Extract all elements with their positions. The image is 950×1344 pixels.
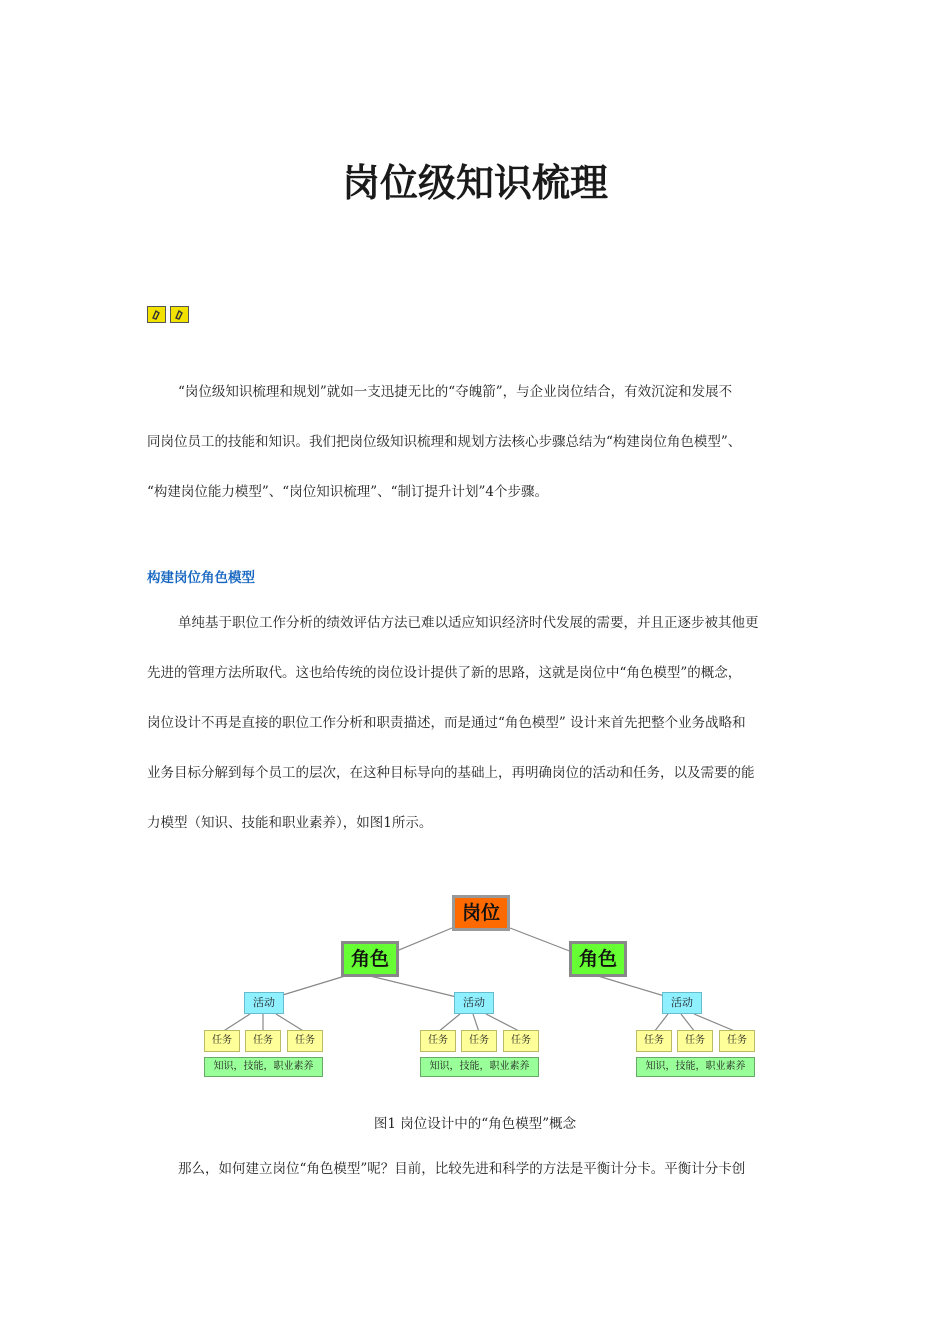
paragraph-line: 力模型（知识、技能和职业素养），如图1所示。 bbox=[147, 815, 433, 831]
link-icon bbox=[170, 306, 189, 323]
role-model-diagram bbox=[200, 890, 760, 1085]
intro-paragraph bbox=[147, 367, 807, 517]
competency-node: 知识，技能，职业素养 bbox=[420, 1057, 539, 1077]
role-node: 角色 bbox=[569, 941, 627, 977]
task-node: 任务 bbox=[636, 1030, 672, 1052]
task-node: 任务 bbox=[420, 1030, 456, 1052]
paragraph-line: 业务目标分解到每个员工的层次，在这种目标导向的基础上，再明确岗位的活动和任务，以及需要的能 bbox=[147, 765, 755, 781]
activity-node: 活动 bbox=[454, 992, 494, 1014]
root-node-post: 岗位 bbox=[452, 895, 510, 931]
activity-node: 活动 bbox=[662, 992, 702, 1014]
paragraph-line: 岗位设计不再是直接的职位工作分析和职责描述，而是通过“角色模型” 设计来首先把整个业务战略和 bbox=[147, 715, 746, 731]
link-icon bbox=[147, 306, 166, 323]
competency-node: 知识，技能，职业素养 bbox=[636, 1057, 755, 1077]
task-node: 任务 bbox=[245, 1030, 281, 1052]
section-heading: 构建岗位角色模型 bbox=[147, 570, 255, 586]
task-node: 任务 bbox=[287, 1030, 323, 1052]
task-node: 任务 bbox=[461, 1030, 497, 1052]
section-paragraph bbox=[147, 598, 807, 848]
closing-paragraph bbox=[147, 1144, 807, 1194]
competency-node: 知识，技能，职业素养 bbox=[204, 1057, 323, 1077]
task-node: 任务 bbox=[719, 1030, 755, 1052]
task-node: 任务 bbox=[204, 1030, 240, 1052]
paragraph-line: 同岗位员工的技能和知识。我们把岗位级知识梳理和规划方法核心步骤总结为“构建岗位角色模型”、 bbox=[147, 434, 742, 450]
document-title: 岗位级知识梳理 bbox=[341, 161, 608, 205]
task-node: 任务 bbox=[677, 1030, 713, 1052]
figure-caption: 图1 岗位设计中的“角色模型”概念 bbox=[373, 1116, 577, 1132]
paragraph-line: “岗位级知识梳理和规划”就如一支迅捷无比的“夺魄箭”，与企业岗位结合，有效沉淀和发展不 bbox=[178, 384, 733, 400]
paragraph-line: “构建岗位能力模型”、“岗位知识梳理”、“制订提升计划”4个步骤。 bbox=[147, 484, 548, 500]
paragraph-line: 单纯基于职位工作分析的绩效评估方法已难以适应知识经济时代发展的需要，并且正逐步被其他更 bbox=[178, 615, 759, 631]
role-node: 角色 bbox=[341, 941, 399, 977]
activity-node: 活动 bbox=[244, 992, 284, 1014]
paragraph-line: 那么，如何建立岗位“角色模型”呢？目前，比较先进和科学的方法是平衡计分卡。平衡计分卡创 bbox=[178, 1161, 746, 1177]
paragraph-line: 先进的管理方法所取代。这也给传统的岗位设计提供了新的思路，这就是岗位中“角色模型”的概念， bbox=[147, 665, 742, 681]
task-node: 任务 bbox=[503, 1030, 539, 1052]
